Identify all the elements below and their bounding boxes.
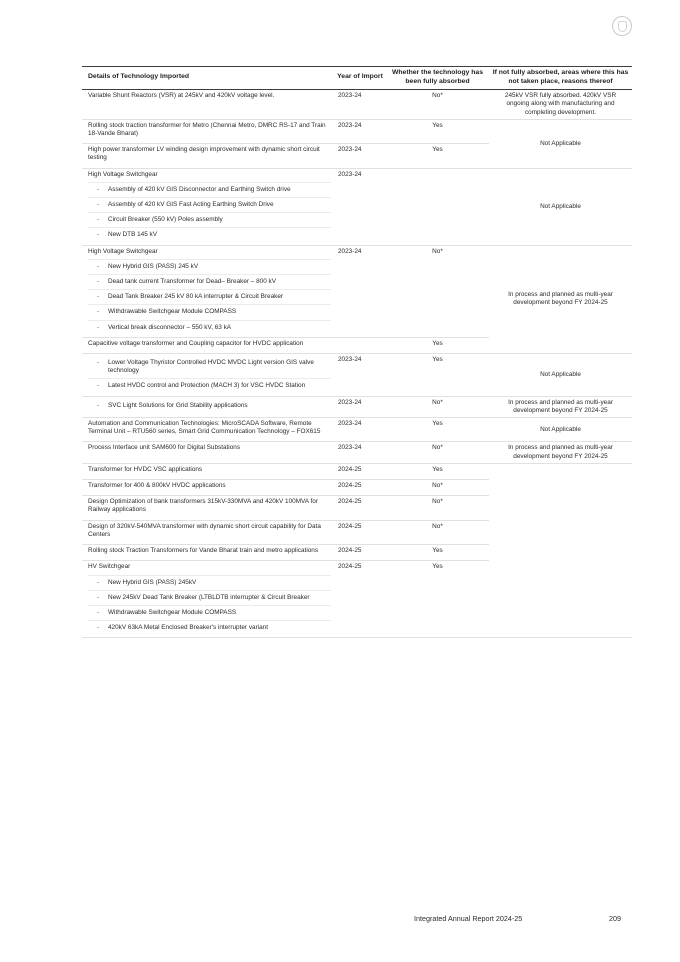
sub-item: - Withdrawable Switchgear Module COMPASS <box>88 304 331 319</box>
cell-year: 2024-25 <box>334 520 386 544</box>
cell-absorbed: Yes <box>386 119 489 143</box>
page-footer <box>0 914 680 926</box>
table-row <box>82 418 632 442</box>
sub-item: - Dead Tank Breaker 245 kV 80 kA interrupter & Circuit Breaker <box>88 289 331 304</box>
cell-year: 2023-24 <box>334 396 386 417</box>
technology-name: Design Optimization of bank transformers 315kV-330MVA and 420kV 100MVA for Railway applications <box>88 498 318 514</box>
cell-year: 2023-24 <box>334 245 386 337</box>
table-header-row <box>82 67 632 90</box>
sub-item: - Latest HVDC control and Protection (MACH 3) for VSC HVDC Station <box>88 378 331 393</box>
cell-reason: In process and planned as multi-year development beyond FY 2024-25 <box>489 245 632 353</box>
technology-name: Rolling stock traction transformer for Metro (Chennai Metro, DMRC RS-17 and Train 18-Vande Bharat) <box>88 121 326 137</box>
table-row <box>82 463 632 479</box>
cell-absorbed: No* <box>386 496 489 520</box>
technology-name: High Voltage Switchgear <box>88 247 158 255</box>
cell-reason: In process and planned as multi-year development beyond FY 2024-25 <box>489 396 632 417</box>
cell-details <box>82 545 334 561</box>
table-row <box>82 396 632 417</box>
cell-year: 2024-25 <box>334 496 386 520</box>
cell-year: 2024-25 <box>334 545 386 561</box>
cell-details <box>82 463 334 479</box>
cell-year: 2023-24 <box>334 168 386 245</box>
sub-item: - New 245kV Dead Tank Breaker (LTBLDTB interrupter & Circuit Breaker <box>88 590 331 605</box>
cell-details <box>82 418 334 442</box>
cell-reason: Not Applicable <box>489 354 632 397</box>
cell-reason: 245kV VSR fully absorbed. 420kV VSR ongoing along with manufacturing and completing development. <box>489 90 632 120</box>
cell-absorbed: No* <box>386 245 489 337</box>
sub-item: - SVC Light Solutions for Grid Stability applications <box>88 399 331 413</box>
technology-name: HV Switchgear <box>88 563 131 571</box>
sub-item: - Circuit Breaker (550 kV) Poles assembly <box>88 212 331 227</box>
technology-name: Transformer for 400 & 800kV HVDC applications <box>88 482 226 490</box>
cell-absorbed: Yes <box>386 418 489 442</box>
technology-name: Rolling stock Traction Transformers for Vande Bharat train and metro applications <box>88 547 319 555</box>
table-row <box>82 168 632 245</box>
sub-item: - 420kV 63kA Metal Enclosed Breaker's interrupter variant <box>88 620 331 635</box>
cell-details <box>82 144 334 168</box>
sub-item: - New Hybrid GIS (PASS) 245 kV <box>88 259 331 274</box>
sub-item: - Vertical break disconnector – 550 kV, 63 kA <box>88 320 331 335</box>
cell-year: 2023-24 <box>334 144 386 168</box>
cell-details <box>82 168 334 245</box>
cell-details <box>82 520 334 544</box>
sub-item: - New DTB 145 kV <box>88 227 331 242</box>
technology-name: Transformer for HVDC VSC applications <box>88 465 203 473</box>
cell-year: 2023-24 <box>334 119 386 143</box>
technology-name: High power transformer LV winding design improvement with dynamic short circuit testing <box>88 146 320 162</box>
cell-details <box>82 480 334 496</box>
cell-absorbed: Yes <box>386 463 489 479</box>
cell-year: 2024-25 <box>334 463 386 479</box>
cell-year: 2024-25 <box>334 480 386 496</box>
cell-year: 2023-24 <box>334 418 386 442</box>
table-row <box>82 442 632 463</box>
cell-absorbed <box>386 168 489 245</box>
sub-item: - Assembly of 420 kV GIS Fast Acting Earthing Switch Drive <box>88 197 331 212</box>
cell-details <box>82 354 334 397</box>
cell-absorbed: No* <box>386 520 489 544</box>
cell-reason: In process and planned as multi-year development beyond FY 2024-25 <box>489 442 632 463</box>
table-row <box>82 90 632 120</box>
cell-details <box>82 496 334 520</box>
cell-details <box>82 396 334 417</box>
header-year: Year of Import <box>334 67 386 90</box>
cell-reason <box>489 463 632 637</box>
cell-year: 2023-24 <box>334 442 386 463</box>
cell-reason: Not Applicable <box>489 119 632 168</box>
header-details: Details of Technology Imported <box>82 67 334 90</box>
technology-name: Design of 320kV-540MVA transformer with dynamic short circuit capability for Data Centers <box>88 522 321 538</box>
cell-reason: Not Applicable <box>489 418 632 442</box>
cell-absorbed: No* <box>386 90 489 120</box>
table-row <box>82 354 632 397</box>
technology-name: Variable Shunt Reactors (VSR) at 245kV and 420kV voltage level. <box>88 92 275 100</box>
sub-item: - Assembly of 420 kV GIS Disconnector and Earthing Switch drive <box>88 182 331 197</box>
sub-item: - Lower Voltage Thyristor Controlled HVDC MVDC Light version GIS valve technology <box>88 356 331 378</box>
cell-absorbed: Yes <box>386 545 489 561</box>
cell-year: 2023-24 <box>334 354 386 397</box>
technology-name: High Voltage Switchgear <box>88 170 158 178</box>
footer-page-number: 209 <box>609 914 621 923</box>
header-absorbed: Whether the technology has been fully absorbed <box>386 67 489 90</box>
table-row <box>82 119 632 143</box>
sub-item: - Withdrawable Switchgear Module COMPASS <box>88 605 331 620</box>
sub-item: - New Hybrid GIS (PASS) 245kV <box>88 575 331 590</box>
cell-absorbed: No* <box>386 480 489 496</box>
cell-details <box>82 442 334 463</box>
table-row <box>82 245 632 337</box>
footer-report-title: Integrated Annual Report 2024-25 <box>414 914 523 923</box>
cell-absorbed: Yes <box>386 561 489 638</box>
cell-absorbed: No* <box>386 396 489 417</box>
cell-year: 2023-24 <box>334 90 386 120</box>
technology-name: Capacitive voltage transformer and Coupling capacitor for HVDC application <box>88 339 304 347</box>
cell-absorbed: Yes <box>386 144 489 168</box>
technology-name: Automation and Communication Technologies: MicroSCADA Software, Remote Terminal Unit – RTU560 series, Smart Grid Communication Technology – FOX615 <box>88 420 321 436</box>
cell-details <box>82 561 334 638</box>
cell-year <box>334 337 386 353</box>
company-logo-icon <box>612 16 632 36</box>
sub-item: - Dead tank current Transformer for Dead– Breaker – 800 kV <box>88 274 331 289</box>
cell-details <box>82 90 334 120</box>
cell-reason: Not Applicable <box>489 168 632 245</box>
cell-details <box>82 337 334 353</box>
cell-absorbed: No* <box>386 442 489 463</box>
cell-year: 2024-25 <box>334 561 386 638</box>
cell-details <box>82 119 334 143</box>
cell-absorbed: Yes <box>386 337 489 353</box>
technology-name: Process Interface unit SAM600 for Digital Substations <box>88 444 241 452</box>
header-reasons: If not fully absorbed, areas where this has not taken place, reasons thereof <box>489 67 632 90</box>
technology-import-table <box>82 66 632 638</box>
cell-details <box>82 245 334 337</box>
cell-absorbed: Yes <box>386 354 489 397</box>
